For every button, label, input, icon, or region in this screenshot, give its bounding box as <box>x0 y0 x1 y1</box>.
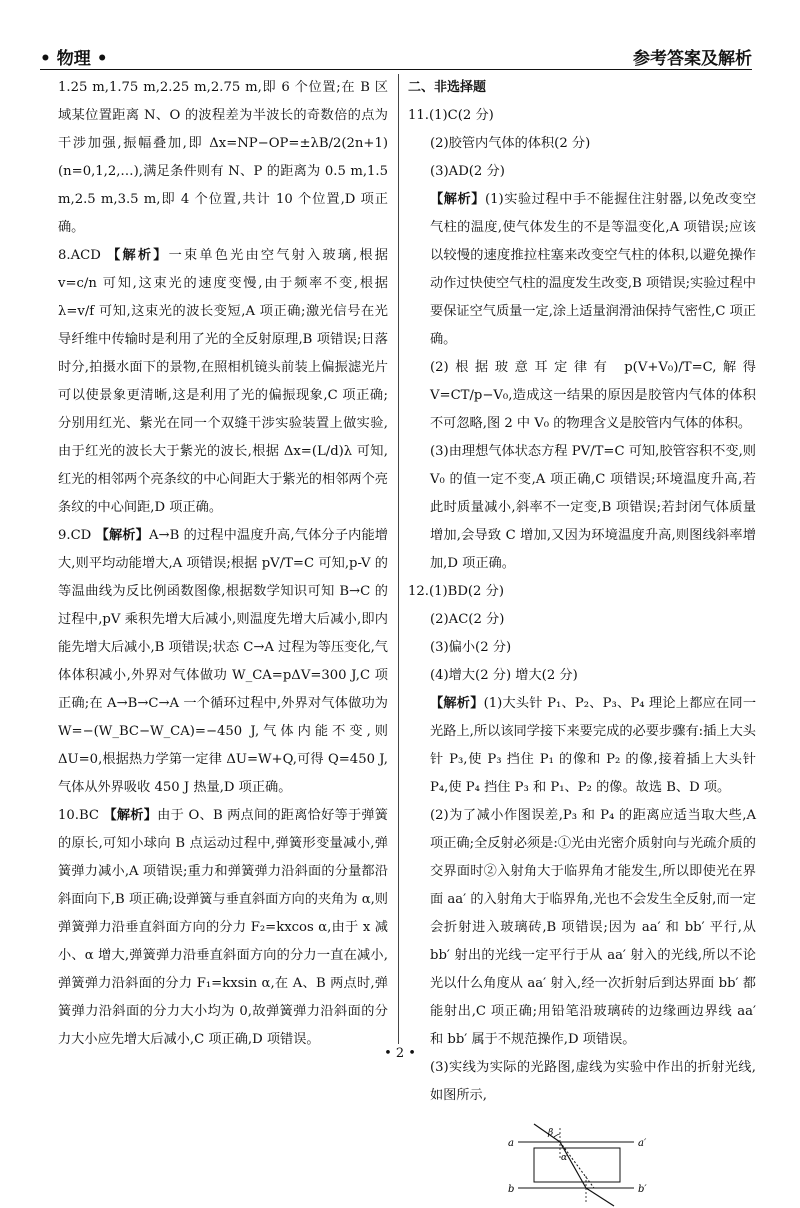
q11-analysis-text-1: (1)实验过程中手不能握住注射器,以免改变空气柱的温度,使气体发生的不是等温变化,A 项错误;应该以较慢的速度推拉柱塞来改变空气柱的体积,以避免操作动作过快使空气柱的温度发生改变,B 项错误;实验过程中要保证空气质量一定,涂上适量润滑油保持气密性,C 项正确。 <box>430 192 757 347</box>
refraction-diagram-svg <box>504 1120 684 1208</box>
q8-text: 一束单色光由空气射入玻璃,根据 v=c/n 可知,这束光的速度变慢,由于频率不变,根据 λ=v/f 可知,这束光的波长变短,A 项正确;激光信号在光导纤维中传输时是利用了光的全反射原理,B 项错误;日落时分,拍摄水面下的景物,在照相机镜头前装上偏振滤光片可以使景象更清晰,这是利用了光的偏振现象,C 项正确;分别用红光、紫光在同一个双缝干涉实验装置上做实验,由于红光的波长大于紫光的波长,根据 Δx=(L/d)λ 可知,红光的相邻两个亮条纹的中心间距大于紫光的相邻两个亮条纹的中心间距,D 项正确。 <box>58 248 388 515</box>
q12-analysis-2: (2)为了减小作图误差,P₃ 和 P₄ 的距离应适当取大些,A 项正确;全反射必须是:①光由光密介质射向与光疏介质的交界面时②入射角大于临界角才能发生,所以即使光在界面 aa′ 的入射角大于临界角,光也不会发生全反射,而一定会折射进入玻璃砖,B 项错误;因为 aa′ 和 bb′ 平行,从 bb′ 射出的光线一定平行于从 aa′ 射入的光线,所以不论光以什么角度从 aa′ 射入,经一次折射后到达界面 bb′ 都能射出,C 项正确;用铅笔沿玻璃砖的边缘画边界线 aa′ 和 bb′ 属于不规范操作,D 项错误。 <box>430 808 756 1047</box>
header-rule <box>40 69 752 70</box>
q11-analysis-3: (3)由理想气体状态方程 PV/T=C 可知,胶管容积不变,则 V₀ 的值一定不变,A 项正确,C 项错误;环境温度升高,若此时质量减小,斜率不一定变,B 项错误;若封闭气体质量增加,会导致 C 增加,又因为环境温度升高,则图线斜率增加,D 项正确。 <box>430 444 756 571</box>
q8-answer <box>58 242 388 522</box>
q11-analysis-2: (2)根据玻意耳定律有 p(V+V₀)/T=C,解得 V=CT/p−V₀,造成这一结果的原因是胶管内气体的体积不可忽略,图 2 中 V₀ 的物理含义是胶管内气体的体积。 <box>430 360 756 431</box>
section-title: 二、非选择题 <box>408 80 487 95</box>
q10-answer <box>58 802 388 1054</box>
header-title: 参考答案及解析 <box>633 49 752 69</box>
q12-analysis-tag: 【解析】 <box>430 696 484 711</box>
refraction-diagram <box>504 1120 684 1208</box>
q9-text: A→B 的过程中温度升高,气体分子内能增大,则平均动能增大,A 项错误;根据 pV/T=C 可知,p-V 的等温曲线为反比例函数图像,根据数学知识可知 B→C 的过程中,pV 乘积先增大后减小,则温度先增大后减小,即内能先增大后减小,B 项错误;状态 C→A 过程为等压变化,气体体积减小,外界对气体做功 W_CA=pΔV=300 J,C 项正确;在 A→B→C→A 一个循环过程中,外界对气体做功为 W=−(W_BC−W_CA)=−450 J,气体内能不变,则 ΔU=0,根据热力学第一定律 ΔU=W+Q,可得 Q=450 J,气体从外界吸收 450 J 热量,D 项正确。 <box>58 528 388 795</box>
q10-text: 由于 O、B 两点间的距离恰好等于弹簧的原长,可知小球向 B 点运动过程中,弹簧形变量减小,弹簧弹力减小,A 项错误;重力和弹簧弹力沿斜面的分量都沿斜面向下,B 项正确;设弹簧与垂直斜面方向的夹角为 α,则弹簧弹力沿垂直斜面方向的分力 F₂=kxcos α,由于 x 减小、α 增大,弹簧弹力沿垂直斜面方向的分力一直在减小,弹簧弹力沿斜面的分力 F₁=kxsin α,在 A、B 两点时,弹簧弹力沿斜面的分力大小均为 0,故弹簧弹力沿斜面的分力大小应先增大后减小,C 项正确,D 项错误。 <box>58 808 388 1047</box>
page-header <box>40 44 752 70</box>
q12-analysis-3: (3)实线为实际的光路图,虚线为实验中作出的折射光线,如图所示, <box>430 1060 756 1103</box>
refracted-ray <box>560 1142 586 1188</box>
q12-item-4: (4)增大(2 分) 增大(2 分) <box>430 668 578 683</box>
q10-analysis-tag: 【解析】 <box>103 808 158 823</box>
q9-number: 9.CD <box>58 528 92 543</box>
q11-item-3: (3)AD(2 分) <box>430 164 505 179</box>
q12-item-1: 12.(1)BD(2 分) <box>408 584 504 599</box>
column-divider <box>398 74 399 1044</box>
q12-analysis-text-1: (1)大头针 P₁、P₂、P₃、P₄ 理论上都应在同一光路上,所以该同学接下来要完成的必要步骤有:插上大头针 P₃,使 P₃ 挡住 P₁ 的像和 P₂ 的像,接着插上大头针 P₄,使 P₄ 挡住 P₃ 和 P₁、P₂ 的像。故选 B、D 项。 <box>430 696 757 795</box>
label-b-prime: b′ <box>638 1184 647 1195</box>
right-column <box>408 74 756 1208</box>
q12-analysis-1 <box>408 690 756 802</box>
q10-number: 10.BC <box>58 808 99 823</box>
q9-analysis-tag: 【解析】 <box>95 528 149 543</box>
q12-item-3: (3)偏小(2 分) <box>430 640 512 655</box>
q9-answer <box>58 522 388 802</box>
q7-continuation: 1.25 m,1.75 m,2.25 m,2.75 m,即 6 个位置;在 B 区域某位置距离 N、O 的波程差为半波长的奇数倍的点为干涉加强,振幅叠加,即 Δx=NP−OP=±λB/2(2n+1)(n=0,1,2,…),满足条件则有 N、P 的距离为 0.5 m,1.5 m,2.5 m,3.5 m,即 4 个位置,共计 10 个位置,D 项正确。 <box>58 80 388 235</box>
q8-number: 8.ACD <box>58 248 101 263</box>
beta-arc <box>554 1134 560 1137</box>
label-a: a <box>508 1138 514 1149</box>
drawn-refraction-line <box>560 1142 594 1188</box>
page-number: • 2 • <box>384 1046 416 1061</box>
q11-item-1: 11.(1)C(2 分) <box>408 108 494 123</box>
q8-analysis-tag: 【解析】 <box>107 248 169 263</box>
emergent-ray <box>586 1188 614 1206</box>
q12-item-2: (2)AC(2 分) <box>430 612 505 627</box>
label-a-prime: a′ <box>638 1138 647 1149</box>
label-b: b <box>508 1184 515 1195</box>
label-alpha: α <box>561 1153 568 1163</box>
subject-label: • 物理 • <box>40 49 108 69</box>
q11-analysis-1 <box>408 186 756 354</box>
incident-ray <box>534 1124 560 1142</box>
q11-analysis-tag: 【解析】 <box>430 192 486 207</box>
label-beta: β <box>548 1128 554 1138</box>
q11-item-2: (2)胶管内气体的体积(2 分) <box>430 136 591 151</box>
left-column <box>58 74 388 1054</box>
